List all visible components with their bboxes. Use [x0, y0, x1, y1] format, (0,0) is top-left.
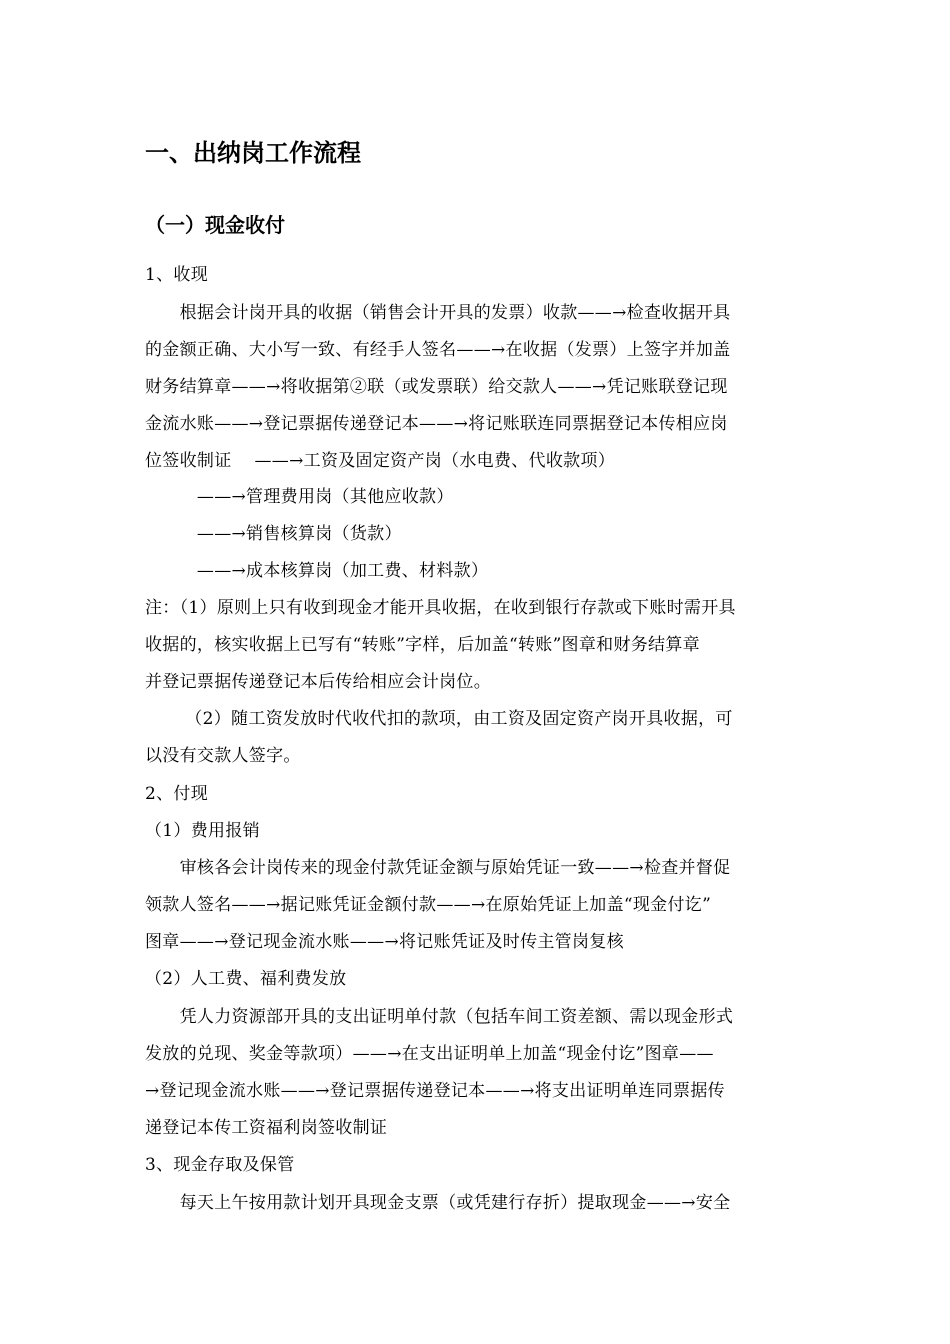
text-line: 财务结算章——→将收据第②联（或发票联）给交款人——→凭记账联登记现 — [145, 377, 728, 397]
text-line: ——→管理费用岗（其他应收款） — [145, 487, 454, 507]
text-line: 递登记本传工资福利岗签收制证 — [145, 1118, 388, 1138]
text-line: 图章——→登记现金流水账——→将记账凭证及时传主管岗复核 — [145, 932, 624, 952]
text-line: 注：（1）原则上只有收到现金才能开具收据，在收到银行存款或下账时需开具 — [145, 598, 736, 618]
text-line: 根据会计岗开具的收据（销售会计开具的发票）收款——→检查收据开具 — [145, 303, 731, 323]
text-line: 领款人签名——→据记账凭证金额付款——→在原始凭证上加盖“现金付讫” — [145, 895, 712, 915]
text-line: 并登记票据传递登记本后传给相应会计岗位。 — [145, 672, 491, 692]
text-line: 发放的兑现、奖金等款项）——→在支出证明单上加盖“现金付讫”图章—— — [145, 1044, 714, 1064]
text-line: →登记现金流水账——→登记票据传递登记本——→将支出证明单连同票据传 — [145, 1081, 725, 1101]
text-line: 以没有交款人签字。 — [145, 746, 301, 766]
text-line: ——→成本核算岗（加工费、材料款） — [145, 561, 489, 581]
section-heading: （一）现金收付 — [145, 213, 285, 237]
text-line: 每天上午按用款计划开具现金支票（或凭建行存折）提取现金——→安全 — [145, 1193, 731, 1213]
text-line: 金流水账——→登记票据传递登记本——→将记账联连同票据登记本传相应岗 — [145, 414, 728, 434]
text-line: 凭人力资源部开具的支出证明单付款（包括车间工资差额、需以现金形式 — [145, 1007, 734, 1027]
text-line: 审核各会计岗传来的现金付款凭证金额与原始凭证一致——→检查并督促 — [145, 858, 731, 878]
text-line: 1、收现 — [145, 265, 209, 285]
text-line: ——→销售核算岗（货款） — [145, 524, 402, 544]
text-line: （2）人工费、福利费发放 — [145, 969, 347, 989]
text-line: 2、付现 — [145, 784, 209, 804]
text-line: 的金额正确、大小写一致、有经手人签名——→在收据（发票）上签字并加盖 — [145, 340, 731, 360]
text-line: （1）费用报销 — [145, 821, 260, 841]
text-line: 收据的，核实收据上已写有“转账”字样，后加盖“转账”图章和财务结算章 — [145, 635, 700, 655]
text-line: （2）随工资发放时代收代扣的款项，由工资及固定资产岗开具收据，可 — [145, 709, 733, 729]
text-line: 3、现金存取及保管 — [145, 1155, 295, 1175]
text-line: 位签收制证 ——→工资及固定资产岗（水电费、代收款项） — [145, 451, 616, 471]
page-title: 一、出纳岗工作流程 — [145, 139, 361, 167]
